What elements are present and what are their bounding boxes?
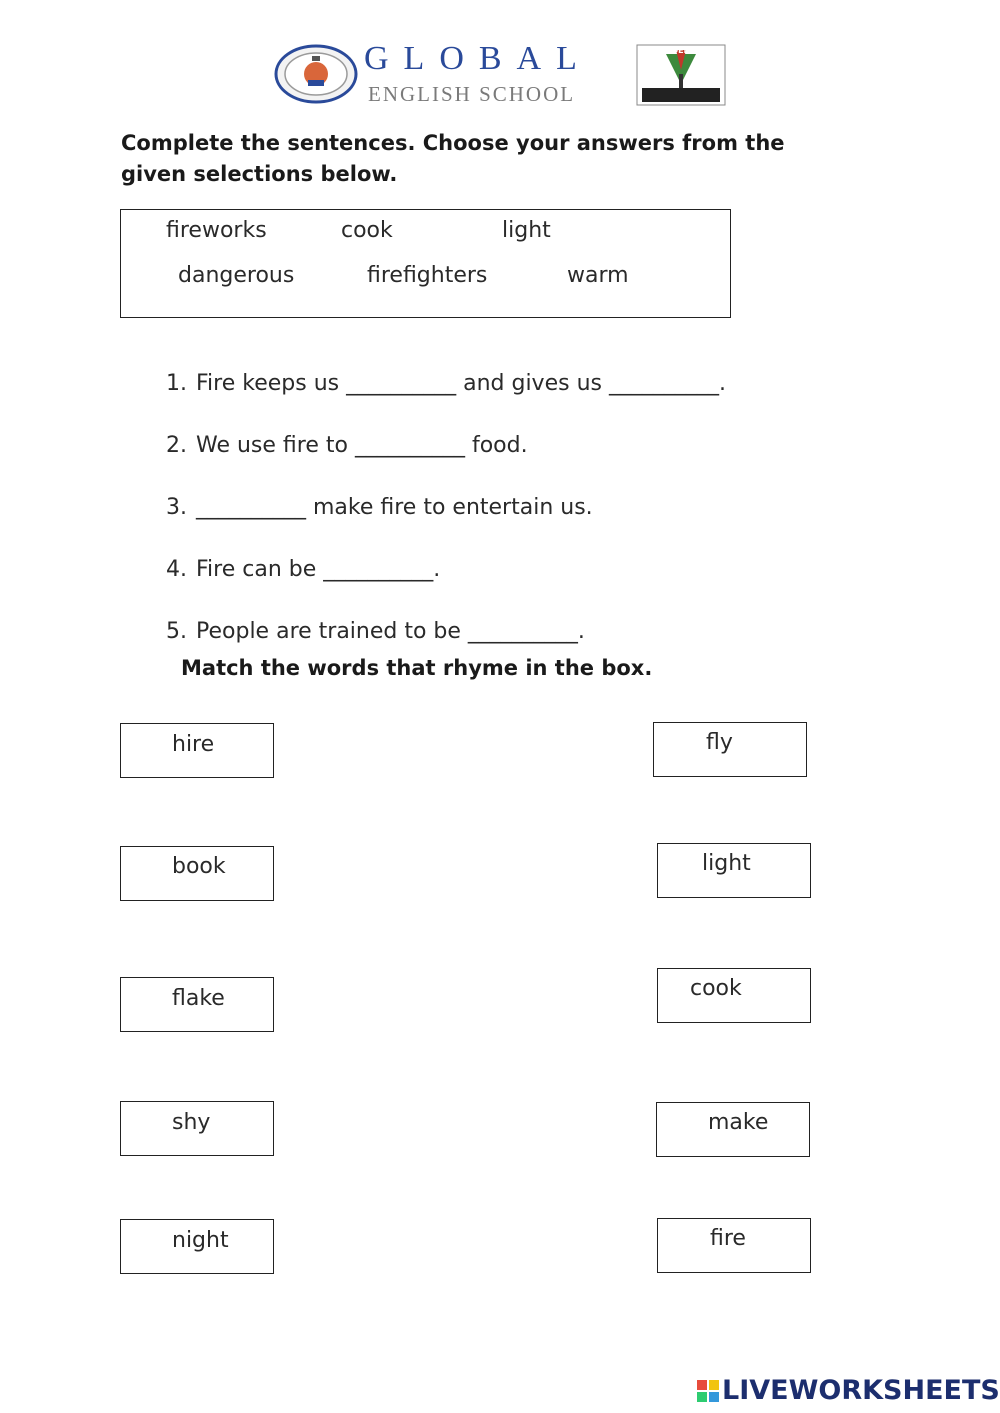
match-left-word: book [172,854,226,879]
sentence-2[interactable] [152,408,528,458]
match-right-word: fire [710,1226,746,1251]
word-bank-item: warm [567,263,629,288]
sentence-number: 3. [166,495,187,520]
sentence-4[interactable] [152,532,440,582]
sentence-number: 5. [166,619,187,644]
match-right-word: light [702,851,751,876]
match-right-word: fly [706,730,733,755]
word-bank-item: fireworks [166,218,267,243]
match-right-word: cook [690,976,742,1001]
sentence-number: 4. [166,557,187,582]
sentence-text: __________ make fire to entertain us. [196,495,593,520]
school-subtitle: ENGLISH SCHOOL [368,82,576,106]
school-seal-logo [274,44,358,104]
word-bank-item: cook [341,218,393,243]
sentence-number: 2. [166,433,187,458]
match-left-word: shy [172,1110,211,1135]
sentence-3[interactable] [152,470,593,520]
match-left-word: night [172,1228,229,1253]
instruction-heading: Complete the sentences. Choose your answers from the given selections below. [121,131,785,186]
sentence-number: 1. [166,371,187,396]
school-name: GLOBAL [364,40,592,77]
sentence-text: People are trained to be __________. [196,619,585,644]
word-bank-item: firefighters [367,263,488,288]
footer-brand[interactable]: LIVEWORKSHEETS [722,1375,1000,1406]
sentence-text: Fire can be __________. [196,557,441,582]
match-left-word: flake [172,986,225,1011]
sentence-text: Fire keeps us __________ and gives us __________. [196,371,726,396]
word-bank-item: dangerous [178,263,295,288]
word-bank-item: light [502,218,551,243]
sentence-5[interactable] [152,594,585,644]
match-left-word: hire [172,732,215,757]
identity-label [636,46,726,55]
identity-label-text: MY IDENTITY [652,46,710,55]
sentence-1[interactable] [152,346,726,396]
match-heading: Match the words that rhyme in the box. [181,656,653,680]
match-right-word: make [708,1110,769,1135]
sentence-text: We use fire to __________ food. [196,433,528,458]
liveworksheets-logo-icon [697,1380,719,1402]
